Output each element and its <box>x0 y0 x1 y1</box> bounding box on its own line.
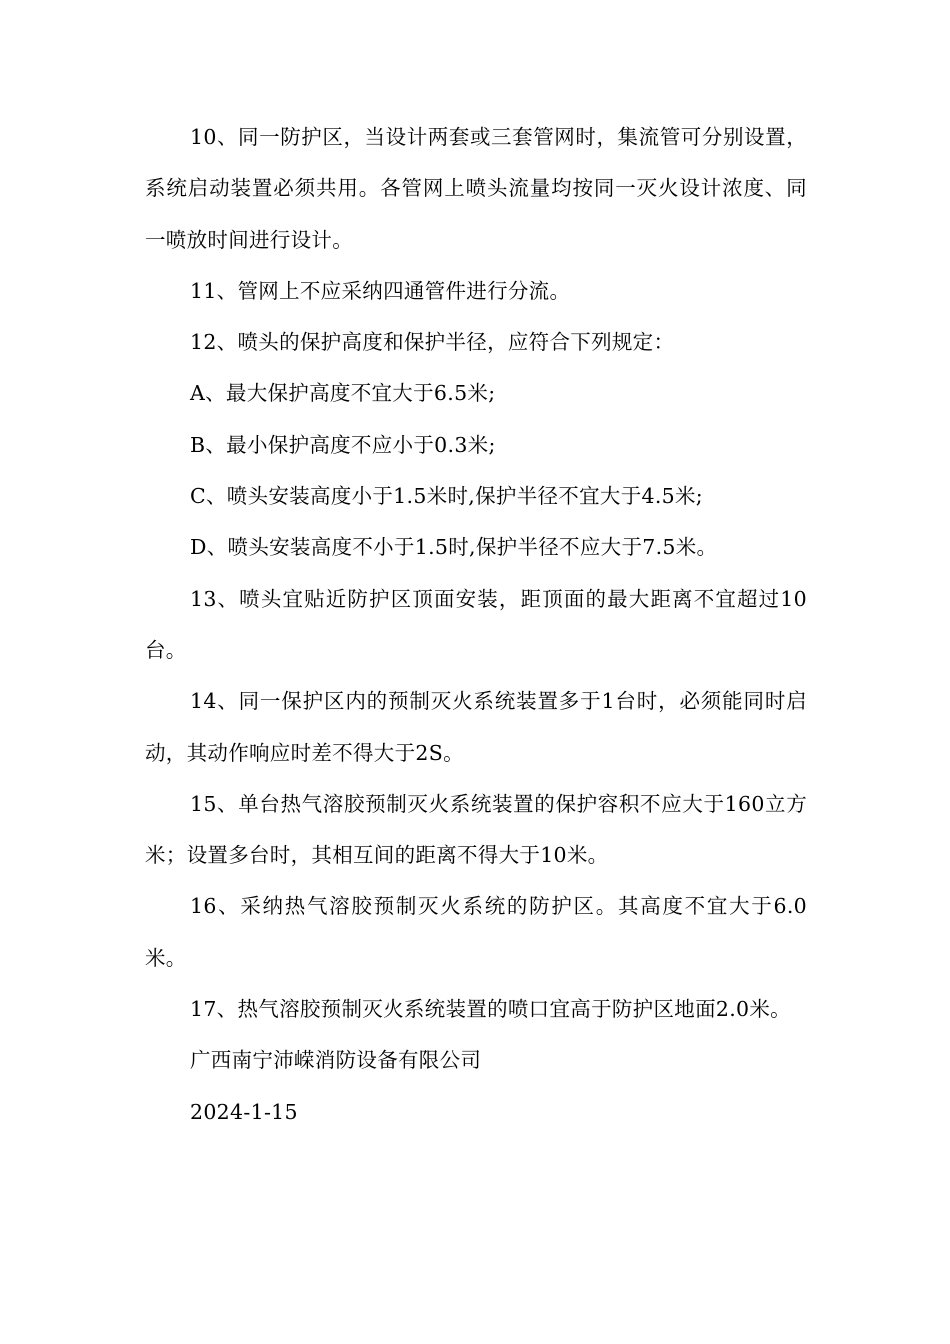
document-date: 2024-1-15 <box>190 1099 298 1124</box>
clause-16: 16、采纳热气溶胶预制灭火系统的防护区。其高度不宜大于6.0米。 <box>145 894 807 970</box>
clause-11: 11、管网上不应采纳四通管件进行分流。 <box>190 278 571 303</box>
clause-12: 12、喷头的保护高度和保护半径，应符合下列规定： <box>190 330 675 355</box>
clause-15: 15、单台热气溶胶预制灭火系统装置的保护容积不应大于160立方米；设置多台时，其相互间的距离不得大于10米。 <box>145 791 807 868</box>
clause-12-c: C、喷头安装高度小于1.5米时,保护半径不宜大于4.5米; <box>190 484 704 509</box>
clause-12-d: D、喷头安装高度不小于1.5时,保护半径不应大于7.5米。 <box>190 535 718 560</box>
clause-10: 10、同一防护区，当设计两套或三套管网时，集流管可分别设置，系统启动装置必须共用。各管网上喷头流量均按同一灭火设计浓度、同一喷放时间进行设计。 <box>145 125 807 252</box>
clause-13: 13、喷头宜贴近防护区顶面安装，距顶面的最大距离不宜超过10台。 <box>145 586 807 662</box>
clause-12-b: B、最小保护高度不应小于0.3米; <box>190 432 496 457</box>
document-body <box>145 112 807 1138</box>
company-name: 广西南宁沛嵘消防设备有限公司 <box>190 1048 482 1073</box>
clause-14: 14、同一保护区内的预制灭火系统装置多于1台时，必须能同时启动，其动作响应时差不得大于2S。 <box>145 689 807 765</box>
clause-17: 17、热气溶胶预制灭火系统装置的喷口宜高于防护区地面2.0米。 <box>190 997 791 1022</box>
clause-12-a: A、最大保护高度不宜大于6.5米; <box>190 381 496 406</box>
